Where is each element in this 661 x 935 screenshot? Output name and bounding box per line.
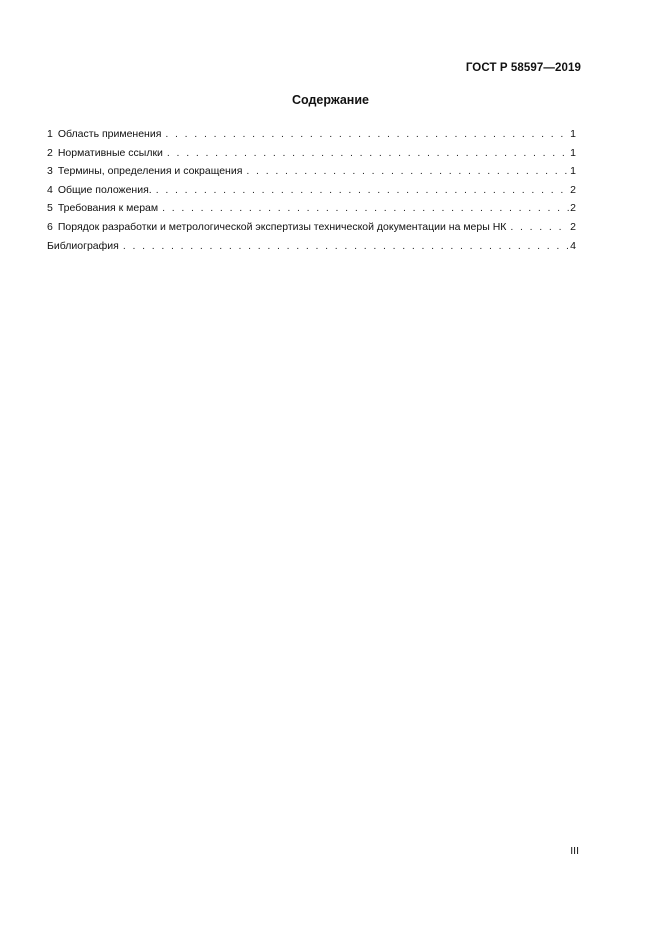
toc-entry-number: 2 <box>47 146 53 159</box>
toc-entry-page: 4 <box>570 239 576 252</box>
toc-entry-title: Требования к мерам <box>57 202 159 215</box>
document-code: ГОСТ Р 58597—2019 <box>465 62 581 74</box>
toc-entry[interactable] <box>47 125 576 144</box>
toc-title: Содержание <box>291 93 369 107</box>
toc-dot-leader <box>123 237 569 256</box>
toc-entry[interactable] <box>47 237 576 256</box>
toc-entry-title: Библиография <box>47 239 119 252</box>
toc-entry-page: 1 <box>570 165 576 178</box>
toc-entry[interactable] <box>47 218 576 237</box>
toc-entry-page: 1 <box>570 146 576 159</box>
toc-dot-leader <box>167 144 569 163</box>
toc-entry[interactable] <box>47 199 576 218</box>
toc-entry[interactable] <box>47 162 576 181</box>
toc-entry[interactable] <box>47 181 576 200</box>
toc-entry-title: Термины, определения и сокращения <box>57 165 243 178</box>
toc-entry-title: Общие положения. <box>57 183 152 196</box>
toc-entry-title: Нормативные ссылки <box>57 146 163 159</box>
toc-entry-page: 1 <box>570 128 576 140</box>
toc-entry-title: Порядок разработки и метрологической экспертизы технической документации на меры НК <box>57 220 507 233</box>
page-number: III <box>570 845 579 857</box>
toc-entry-page: 2 <box>570 220 576 233</box>
toc-dot-leader <box>156 181 569 200</box>
toc-dot-leader <box>162 199 569 218</box>
toc-entry-number: 6 <box>47 220 53 233</box>
toc-dot-leader <box>510 218 569 237</box>
toc-entry[interactable] <box>47 144 576 163</box>
table-of-contents <box>47 125 576 255</box>
toc-dot-leader <box>165 125 569 144</box>
toc-entry-number: 4 <box>47 183 53 196</box>
toc-dot-leader <box>246 162 569 181</box>
toc-entry-number: 5 <box>47 202 53 215</box>
toc-entry-number: 3 <box>47 165 53 178</box>
toc-entry-number: 1 <box>47 128 53 140</box>
toc-entry-title: Область применения <box>57 128 162 140</box>
toc-entry-page: 2 <box>570 202 576 215</box>
toc-entry-page: 2 <box>570 183 576 196</box>
